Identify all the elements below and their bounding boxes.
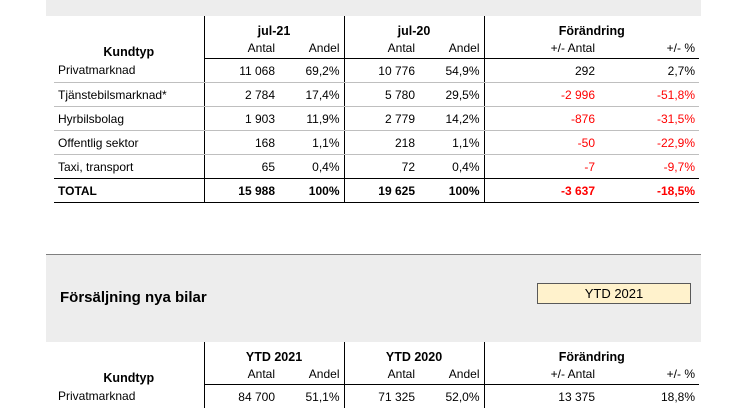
total-label: TOTAL: [54, 179, 204, 203]
kundtyp-header: Kundtyp: [103, 370, 155, 385]
andel-header: Andel: [279, 38, 344, 59]
antal-1-cell: 84 700: [204, 385, 279, 409]
row-label: Privatmarknad: [54, 59, 204, 83]
antal-header: Antal: [204, 38, 279, 59]
antal-2-cell: 5 780: [344, 83, 419, 107]
andel-header: Andel: [419, 38, 484, 59]
kundtyp-header: Kundtyp: [103, 44, 155, 59]
pct-cell: 18,8%: [660, 389, 695, 404]
antal-2-cell: 71 325: [344, 385, 419, 409]
antal-2-cell: 2 779: [344, 107, 419, 131]
andel-2-cell: 54,9%: [419, 59, 484, 83]
diff-cell: 13 375: [484, 385, 619, 409]
pct-cell: -9,7%: [663, 159, 695, 174]
total-antal-2: 19 625: [344, 179, 419, 203]
change-header: Förändring: [484, 342, 699, 364]
andel-2-cell: 29,5%: [419, 83, 484, 107]
andel-1-cell: 11,9%: [279, 107, 344, 131]
andel-2-cell: 14,2%: [419, 107, 484, 131]
table-row: [54, 83, 699, 107]
pct-cell: -51,8%: [619, 83, 699, 107]
total-pct: -18,5%: [619, 179, 699, 203]
period1-header: jul-21: [204, 16, 344, 38]
sales-table-month: [54, 16, 699, 203]
total-row: [54, 179, 699, 203]
andel-1-cell: 51,1%: [305, 389, 340, 404]
total-andel-2: 100%: [419, 179, 484, 203]
table-row: [54, 107, 699, 131]
diff-cell: -2 996: [484, 83, 619, 107]
pm-pct-header: +/- %: [619, 364, 699, 385]
pm-antal-header: +/- Antal: [484, 38, 619, 59]
andel-header: Andel: [279, 364, 344, 385]
period-selector[interactable]: YTD 2021: [537, 283, 691, 304]
andel-1-cell: 69,2%: [279, 59, 344, 83]
andel-header: Andel: [419, 364, 484, 385]
total-diff: -3 637: [484, 179, 619, 203]
change-header: Förändring: [484, 16, 699, 38]
antal-header: Antal: [344, 38, 419, 59]
top-band: [46, 0, 701, 16]
antal-1-cell: 168: [204, 131, 279, 155]
andel-1-cell: 17,4%: [279, 83, 344, 107]
table-row: [54, 59, 699, 83]
table-row: [54, 155, 699, 179]
total-andel-1: 100%: [279, 179, 344, 203]
andel-2-cell: 52,0%: [445, 389, 480, 404]
row-label: Hyrbilsbolag: [54, 107, 204, 131]
period2-header: YTD 2020: [344, 342, 484, 364]
row-label: Privatmarknad: [58, 389, 136, 404]
antal-1-cell: 11 068: [204, 59, 279, 83]
row-label: Offentlig sektor: [54, 131, 204, 155]
diff-cell: 292: [484, 59, 619, 83]
antal-1-cell: 65: [204, 155, 279, 179]
section-header-band: [46, 254, 701, 342]
andel-1-cell: 0,4%: [312, 159, 340, 174]
andel-2-cell: 0,4%: [452, 159, 480, 174]
diff-cell: -50: [484, 131, 619, 155]
andel-1-cell: 1,1%: [279, 131, 344, 155]
sales-table-ytd: [54, 342, 699, 408]
antal-1-cell: 1 903: [204, 107, 279, 131]
antal-2-cell: 72: [344, 155, 419, 179]
antal-header: Antal: [204, 364, 279, 385]
row-label: Tjänstebilsmarknad*: [54, 83, 204, 107]
pm-pct-header: +/- %: [619, 38, 699, 59]
row-label: Taxi, transport: [58, 159, 134, 174]
pct-cell: 2,7%: [619, 59, 699, 83]
diff-cell: -7: [484, 155, 619, 179]
table-row: [54, 385, 699, 409]
period1-header: YTD 2021: [204, 342, 344, 364]
total-antal-1: 15 988: [204, 179, 279, 203]
period2-header: jul-20: [344, 16, 484, 38]
andel-2-cell: 1,1%: [419, 131, 484, 155]
antal-2-cell: 218: [344, 131, 419, 155]
antal-1-cell: 2 784: [204, 83, 279, 107]
pct-cell: -31,5%: [619, 107, 699, 131]
diff-cell: -876: [484, 107, 619, 131]
antal-header: Antal: [344, 364, 419, 385]
table-row: [54, 131, 699, 155]
section-title: Försäljning nya bilar: [60, 289, 207, 306]
antal-2-cell: 10 776: [344, 59, 419, 83]
pm-antal-header: +/- Antal: [484, 364, 619, 385]
pct-cell: -22,9%: [619, 131, 699, 155]
